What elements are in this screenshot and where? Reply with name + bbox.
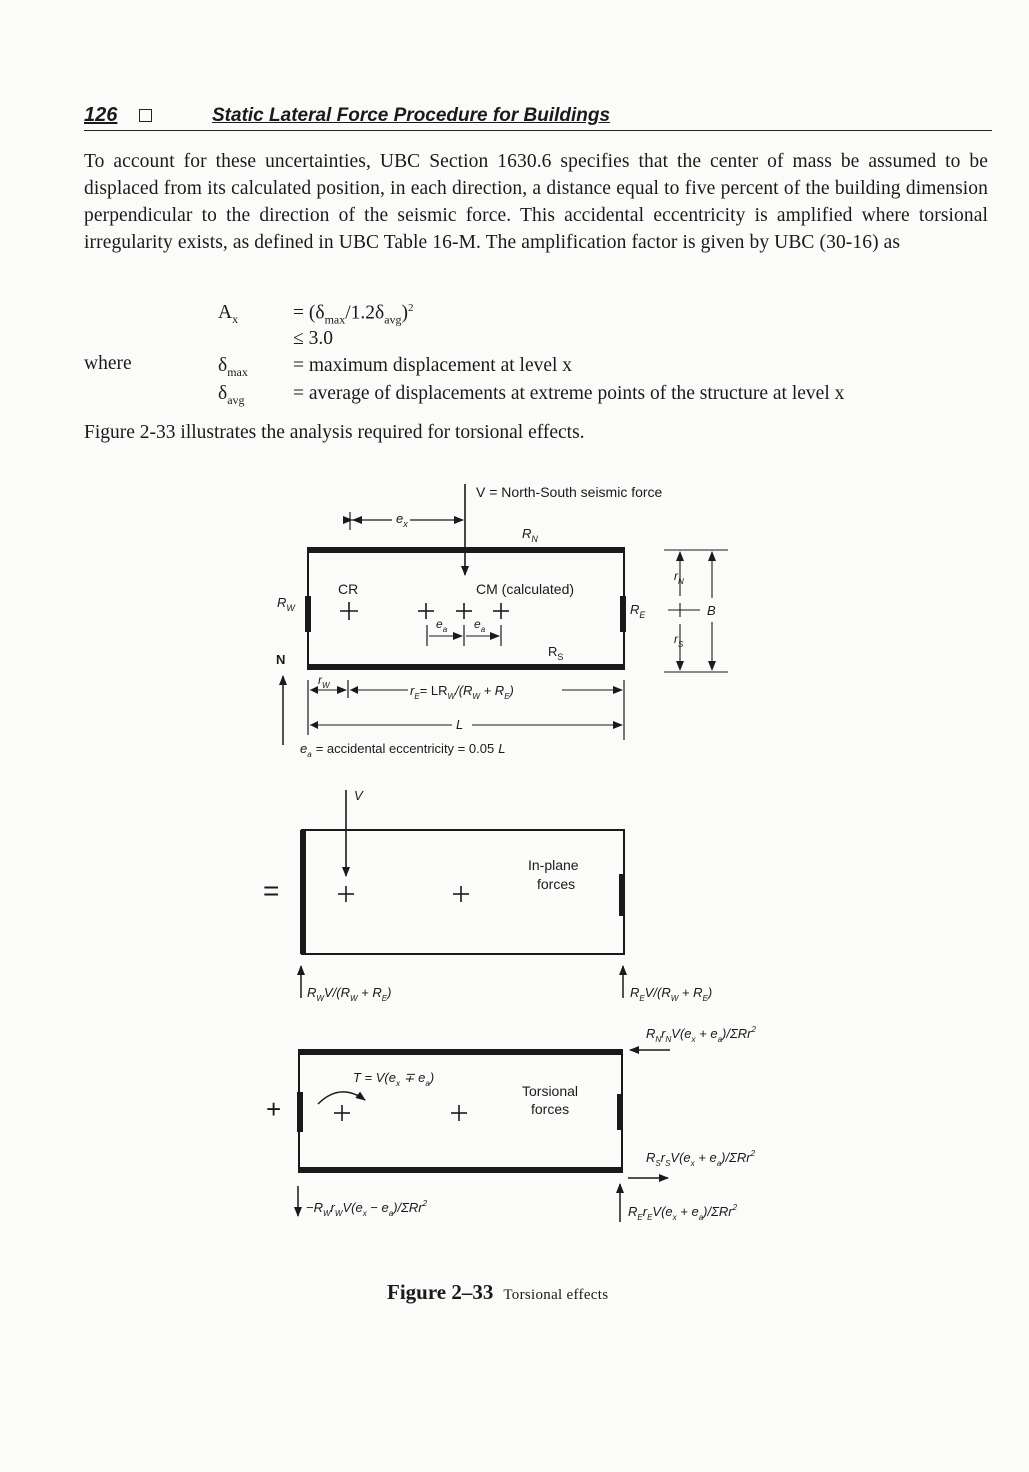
page-number: 126 (84, 104, 118, 126)
right-reaction-label: $R_EV/(R_W + R_E)$ (630, 985, 713, 1003)
re-label: $R_E$ (630, 602, 646, 620)
inplane-label: In-plane (528, 857, 579, 873)
torque-label: $T = V(e_x \mp e_a)$ (353, 1070, 435, 1088)
plus-sign: + (266, 1094, 282, 1124)
def-1-symbol: $\delta_{max}$ (218, 355, 248, 379)
inplane-forces-label: forces (537, 876, 576, 892)
def-2-text: = average of displacements at extreme points of the structure at level x (293, 383, 845, 404)
cr-label: CR (338, 581, 359, 597)
body-paragraph: To account for these uncertainties, UBC Section 1630.6 specifies that the center of mass be assumed to be displaced from its calculated position, in each direction, a distance equal to five percent of the building dimension perpendicular to the direction of the seismic force. This accidental eccentricity is amplified where torsional irregularity exists, as defined in UBC Table 16-M. The amplification factor is given by UBC (30-16) as (84, 151, 988, 253)
l-dim-label: L (456, 717, 464, 732)
v-label: V = North-South seismic force (476, 484, 663, 500)
rn-label: $R_N$ (522, 526, 538, 544)
ex-label: $e_x$ (396, 511, 408, 529)
torque-arrow (318, 1092, 365, 1104)
rw-label: $R_W$ (277, 595, 295, 613)
east-wall-force-label: $R_Er_EV(e_x + e_a)/\Sigma Rr^2$ (628, 1203, 738, 1222)
north-wall-force-label: $R_Nr_NV(e_x + e_a)/\Sigma Rr^2$ (646, 1025, 756, 1044)
figure-caption (387, 1280, 608, 1305)
inplane-v-label: V (354, 788, 363, 803)
cm-label: CM (calculated) (476, 581, 575, 597)
where-label: where (84, 353, 132, 374)
equation-lhs: $A_x$ (218, 302, 239, 326)
plus-markers (340, 602, 509, 620)
re-dim-formula: $r_E= LR_W/(R_W + R_E)$ (410, 683, 514, 701)
inplane-outline (302, 830, 624, 954)
rn-dim-label: $r_N$ (674, 569, 684, 586)
ea-definition: $e_a$ = accidental eccentricity = 0.05 L (300, 741, 506, 759)
left-reaction-label: $R_WV/(R_W + R_E)$ (307, 985, 392, 1003)
caption-text: Torsional effects (503, 1287, 609, 1303)
def-2-symbol: $\delta_{avg}$ (218, 383, 245, 407)
south-wall-force-label: $R_Sr_SV(e_x + e_a)/\Sigma Rr^2$ (646, 1149, 756, 1168)
caption-label: Figure 2–33 (387, 1280, 494, 1304)
equation-line-1: = $(\delta_{max}/1.2\delta_{avg})^2$ (293, 302, 414, 327)
running-title: Static Lateral Force Procedure for Buildings (212, 105, 611, 126)
torsional-label: Torsional (522, 1083, 579, 1099)
inplane-diagram (263, 788, 712, 1003)
rs-dim-label: $r_S$ (674, 632, 684, 649)
torsional-outline (299, 1050, 622, 1172)
def-1-text: = maximum displacement at level x (293, 355, 573, 376)
torsional-diagram (266, 1025, 756, 1222)
b-dim-label: B (707, 603, 716, 618)
rw-dim-label: $r_W$ (318, 673, 330, 690)
ea-label-2: $e_a$ (474, 617, 486, 634)
west-wall-force-label: $-R_Wr_WV(e_x - e_a)/\Sigma Rr^2$ (306, 1199, 428, 1218)
equals-sign: = (263, 875, 280, 906)
north-label: N (276, 652, 286, 667)
top-plan-diagram (276, 484, 728, 759)
figure-intro: Figure 2-33 illustrates the analysis required for torsional effects. (84, 422, 585, 443)
ea-label-1: $e_a$ (436, 617, 448, 634)
equation-line-2: ≤ 3.0 (293, 328, 333, 349)
torsional-forces-label: forces (531, 1101, 570, 1117)
rs-label: $R_S$ (548, 644, 564, 662)
building-plan-outline (308, 550, 624, 668)
